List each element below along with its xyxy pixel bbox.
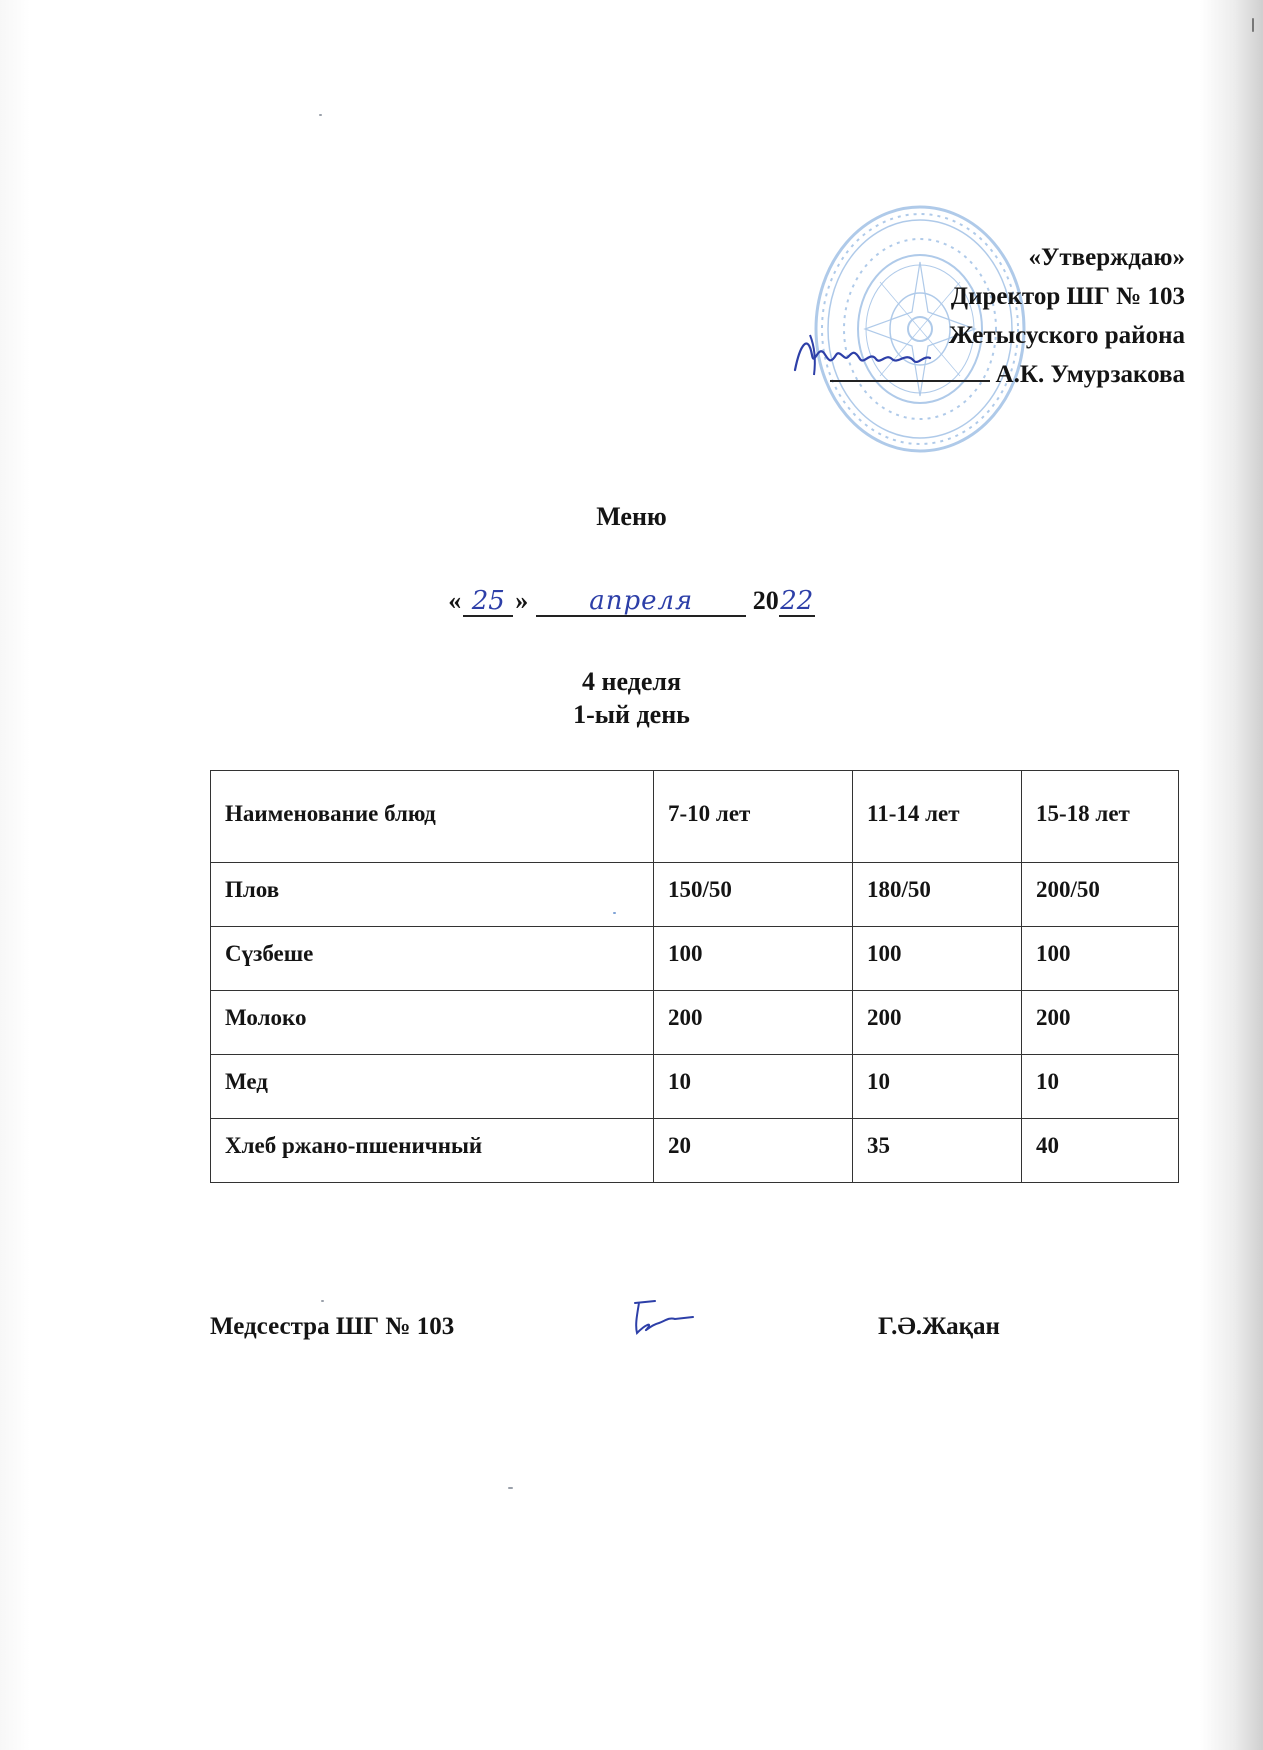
director-signature <box>790 325 955 385</box>
date-year-prefix: 20 <box>752 586 779 615</box>
portion-15-18: 200 <box>1022 991 1179 1055</box>
dish-name: Молоко <box>211 991 654 1055</box>
director-name: А.К. Умурзакова <box>995 361 1185 388</box>
date-day: 25 <box>463 587 513 617</box>
scan-speck <box>613 912 616 914</box>
week-label: 4 неделя <box>581 667 682 696</box>
table-row <box>211 1055 1179 1119</box>
scan-speck <box>319 114 322 116</box>
portion-11-14: 10 <box>853 1055 1022 1119</box>
portion-15-18: 10 <box>1022 1055 1179 1119</box>
table-row <box>211 863 1179 927</box>
portion-11-14: 100 <box>853 927 1022 991</box>
approval-heading: «Утверждаю» <box>1028 244 1185 271</box>
nurse-name: Г.Ә.Жақан <box>878 1313 1000 1340</box>
portion-15-18: 100 <box>1022 927 1179 991</box>
portion-7-10: 200 <box>654 991 853 1055</box>
dish-name: Хлеб ржано-пшеничный <box>211 1119 654 1183</box>
district-name: Жетысуского района <box>948 322 1185 349</box>
portion-15-18: 200/50 <box>1022 863 1179 927</box>
portion-11-14: 180/50 <box>853 863 1022 927</box>
nurse-signature <box>625 1295 700 1340</box>
table-row <box>211 927 1179 991</box>
director-title: Директор ШГ № 103 <box>950 283 1185 310</box>
dish-name: Мед <box>211 1055 654 1119</box>
menu-date <box>0 586 1263 617</box>
table-row <box>211 991 1179 1055</box>
dish-name: Плов <box>211 863 654 927</box>
day-label: 1-ый день <box>573 700 690 729</box>
date-year-suffix: 22 <box>780 586 814 616</box>
portion-7-10: 100 <box>654 927 853 991</box>
portion-15-18: 40 <box>1022 1119 1179 1183</box>
header-age-15-18: 15-18 лет <box>1022 771 1179 863</box>
menu-table <box>210 770 1179 1183</box>
scan-speck <box>1252 18 1254 32</box>
nurse-position: Медсестра ШГ № 103 <box>210 1313 455 1340</box>
date-open-quote: « <box>448 586 462 615</box>
dish-name: Сүзбеше <box>211 927 654 991</box>
header-dish-name: Наименование блюд <box>211 771 654 863</box>
menu-title: Меню <box>596 502 667 531</box>
scan-speck <box>508 1487 513 1489</box>
header-age-7-10: 7-10 лет <box>654 771 853 863</box>
date-month: апреля <box>536 587 746 617</box>
portion-11-14: 35 <box>853 1119 1022 1183</box>
portion-7-10: 150/50 <box>654 863 853 927</box>
portion-11-14: 200 <box>853 991 1022 1055</box>
date-close-quote: » <box>515 586 529 615</box>
scan-speck <box>321 1300 324 1302</box>
table-header-row <box>211 771 1179 863</box>
portion-7-10: 20 <box>654 1119 853 1183</box>
portion-7-10: 10 <box>654 1055 853 1119</box>
header-age-11-14: 11-14 лет <box>853 771 1022 863</box>
table-row <box>211 1119 1179 1183</box>
